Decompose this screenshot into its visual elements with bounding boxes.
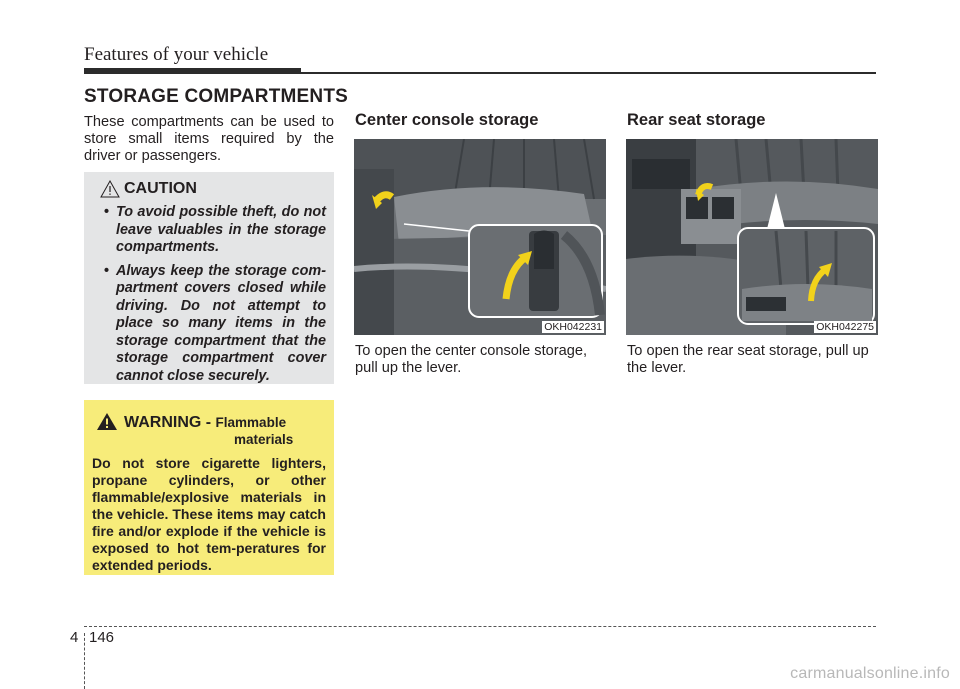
caution-header [100, 180, 326, 198]
caution-list [94, 204, 326, 385]
page-number: 146 [89, 629, 115, 646]
center-console-image-code: OKH042231 [544, 321, 602, 333]
warning-box [84, 400, 334, 575]
warning-subtitle-2: materials [234, 432, 294, 447]
center-console-body: To open the center console storage, pull up the lever. [355, 343, 588, 376]
caution-triangle-icon [100, 180, 120, 198]
header-title: Features of your vehicle [84, 44, 269, 65]
caution-item: • Always keep the storage com-partment covers closed while driving. Do not attempt to place so many items in the storage compartment that the storage compartment cover cannot close securely. [104, 262, 326, 384]
center-console-photo [354, 139, 606, 335]
warning-text: Do not store cigarette lighters, propane cylinders, or other flammable/explosive materials in the vehicle. These items may catch fire and/or explode if the vehicle is exposed to hot tem-peratures for extended periods. [92, 455, 326, 573]
warning-header [96, 414, 326, 432]
rear-seat-image-code: OKH042275 [816, 321, 874, 333]
rear-seat-body: To open the rear seat storage, pull up the lever. [627, 343, 869, 376]
warning-triangle-icon [96, 412, 118, 431]
rear-seat-photo [626, 139, 878, 335]
footer-divider [84, 633, 85, 689]
caution-item: • To avoid possible theft, do not leave valuables in the storage compartments. [104, 204, 326, 255]
rear-seat-illustration [626, 139, 878, 335]
section-title: STORAGE COMPARTMENTS [84, 86, 349, 107]
footer-rule [84, 626, 876, 627]
center-console-title: Center console storage [355, 111, 539, 129]
caution-title: CAUTION [124, 180, 197, 197]
center-console-illustration [354, 139, 606, 335]
caution-box [84, 172, 334, 384]
watermark: carmanualsonline.info [790, 665, 950, 682]
rear-seat-title: Rear seat storage [627, 111, 766, 129]
warning-word: WARNING - [124, 414, 216, 431]
intro-paragraph: These compartments can be used to store small items required by the driver or passengers. [84, 114, 334, 164]
header-rule [84, 72, 876, 74]
chapter-number: 4 [70, 629, 79, 646]
warning-subtitle-1: Flammable [215, 415, 287, 430]
